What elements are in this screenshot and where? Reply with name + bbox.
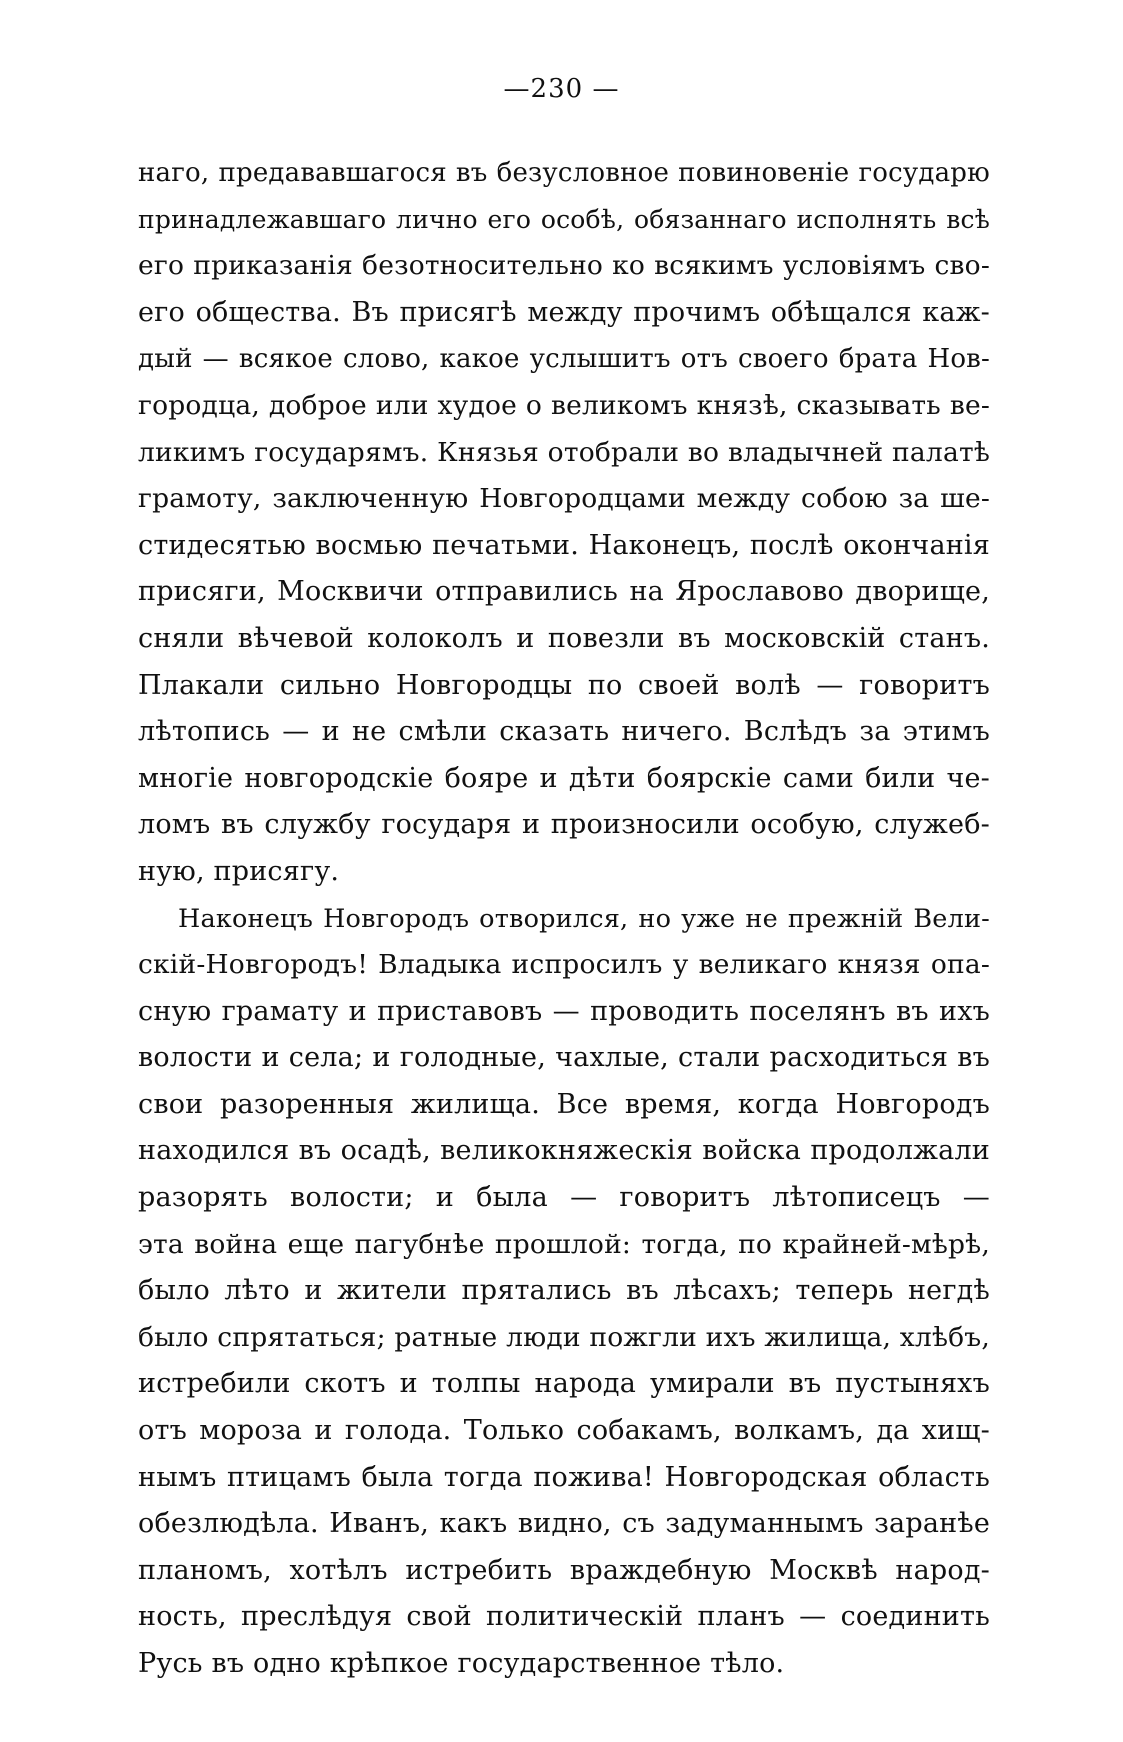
text-line: ность, преслѣдуя свой политическій планъ — соединить <box>138 1601 990 1633</box>
text-line: многіе новгородскіе бояре и дѣти боярскіе сами били че- <box>138 762 990 794</box>
text-line: стидесятью восмью печатьми. Наконецъ, послѣ окончанія <box>138 529 990 561</box>
text-line: ную, присягу. <box>138 855 340 887</box>
text-line: находился въ осадѣ, великокняжескія войска продолжали <box>138 1135 990 1167</box>
text-line: разорять волости; и была — говоритъ лѣтописецъ — <box>138 1182 990 1214</box>
text-line: грамоту, заключенную Новгородцами между собою за ше- <box>138 483 990 515</box>
text-line: нымъ птицамъ была тогда пожива! Новгородская область <box>138 1461 990 1493</box>
text-line: обезлюдѣла. Иванъ, какъ видно, съ задуманнымъ заранѣе <box>138 1508 990 1540</box>
text-line: наго, предававшагося въ безусловное повиновеніе государю <box>138 158 990 188</box>
text-line: скій-Новгородъ! Владыка испросилъ у великаго князя опа- <box>138 949 990 981</box>
text-line: Наконецъ Новгородъ отворился, но уже не прежній Вели- <box>178 903 990 934</box>
body-text <box>138 150 990 1688</box>
text-line: ликимъ государямъ. Князья отобрали во владычней палатѣ <box>138 436 990 468</box>
text-line: принадлежавшаго лично его особѣ, обязаннаго исполнять всѣ <box>138 204 990 234</box>
text-line: истребили скотъ и толпы народа умирали въ пустыняхъ <box>138 1368 990 1400</box>
text-line: волости и села; и голодные, чахлые, стали расходиться въ <box>138 1042 990 1074</box>
paragraph <box>138 150 990 896</box>
text-line: сняли вѣчевой колоколъ и повезли въ московскій станъ. <box>138 622 990 654</box>
text-line: Плакали сильно Новгородцы по своей волѣ — говоритъ <box>138 669 990 701</box>
text-line: Русь въ одно крѣпкое государственное тѣло. <box>138 1648 785 1679</box>
text-line: его общества. Въ присягѣ между прочимъ обѣщался каж- <box>138 296 990 328</box>
text-line: его приказанія безотносительно ко всякимъ условіямъ сво- <box>138 250 990 282</box>
text-line: было спрятаться; ратные люди пожгли ихъ жилища, хлѣбъ, <box>138 1321 990 1353</box>
text-line: присяги, Москвичи отправились на Ярославово дворище, <box>138 576 990 608</box>
page-number: —230 — <box>503 74 620 104</box>
text-line: ломъ въ службу государя и произносили особую, служеб- <box>138 809 990 841</box>
text-line: лѣтопись — и не смѣли сказать ничего. Вслѣдъ за этимъ <box>138 716 990 748</box>
text-line: городца, доброе или худое о великомъ князѣ, сказывать ве- <box>138 389 990 421</box>
text-line: свои разоренныя жилища. Все время, когда Новгородъ <box>138 1088 990 1120</box>
text-line: сную грамату и приставовъ — проводить поселянъ въ ихъ <box>138 995 990 1027</box>
text-line: отъ мороза и голода. Только собакамъ, волкамъ, да хищ- <box>138 1415 990 1447</box>
paragraph <box>138 896 990 1688</box>
text-line: дый — всякое слово, какое услышитъ отъ своего брата Нов- <box>138 344 990 375</box>
text-line: эта война еще пагубнѣе прошлой: тогда, по крайней-мѣрѣ, <box>138 1228 990 1260</box>
text-line: было лѣто и жители прятались въ лѣсахъ; теперь негдѣ <box>138 1275 990 1307</box>
text-line: планомъ, хотѣлъ истребить враждебную Москвѣ народ- <box>138 1554 990 1586</box>
